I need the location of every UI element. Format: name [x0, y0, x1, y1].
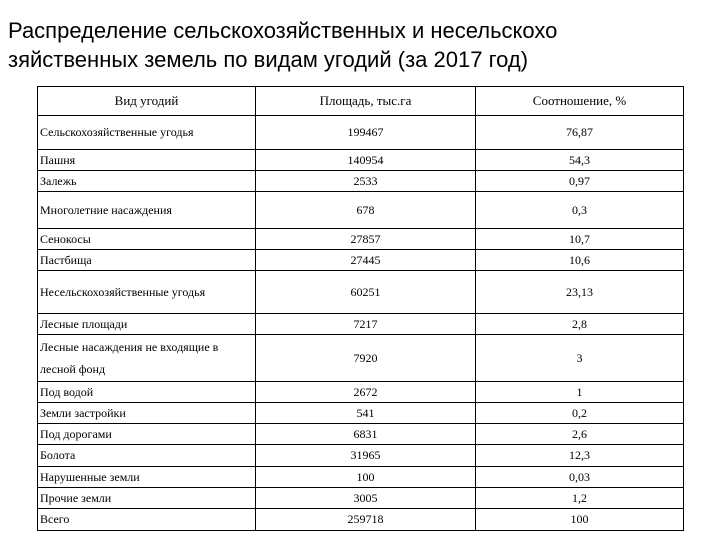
cell-ratio: 12,3 [476, 445, 684, 467]
table-row [38, 424, 684, 445]
cell-area: 678 [256, 192, 476, 229]
table-row [38, 229, 684, 250]
cell-land-type: Несельскохозяйственные угодья [38, 271, 256, 314]
cell-land-type: Многолетние насаждения [38, 192, 256, 229]
cell-area: 31965 [256, 445, 476, 467]
cell-land-type: Под водой [38, 382, 256, 403]
cell-area: 3005 [256, 488, 476, 509]
header-ratio: Соотношение, % [476, 87, 684, 116]
cell-area: 6831 [256, 424, 476, 445]
cell-land-type: Лесные насаждения не входящие в лесной фонд [38, 335, 256, 382]
cell-area: 27445 [256, 250, 476, 271]
cell-ratio: 76,87 [476, 116, 684, 150]
table-row [38, 403, 684, 424]
cell-ratio: 2,6 [476, 424, 684, 445]
cell-area: 7920 [256, 335, 476, 382]
table-row [38, 445, 684, 467]
table-row [38, 192, 684, 229]
table-row [38, 467, 684, 488]
cell-ratio: 100 [476, 509, 684, 531]
cell-ratio: 1 [476, 382, 684, 403]
cell-area: 199467 [256, 116, 476, 150]
table-row [38, 382, 684, 403]
cell-ratio: 2,8 [476, 314, 684, 335]
cell-land-type: Лесные площади [38, 314, 256, 335]
cell-area: 2672 [256, 382, 476, 403]
cell-ratio: 0,2 [476, 403, 684, 424]
header-area: Площадь, тыс.га [256, 87, 476, 116]
cell-land-type: Земли застройки [38, 403, 256, 424]
table-header-row [38, 87, 684, 116]
cell-land-type: Пашня [38, 150, 256, 171]
cell-ratio: 23,13 [476, 271, 684, 314]
cell-area: 7217 [256, 314, 476, 335]
cell-land-type: Прочие земли [38, 488, 256, 509]
cell-ratio: 3 [476, 335, 684, 382]
cell-area: 100 [256, 467, 476, 488]
cell-ratio: 10,6 [476, 250, 684, 271]
cell-land-type: Пастбища [38, 250, 256, 271]
cell-area: 60251 [256, 271, 476, 314]
table-row [38, 335, 684, 382]
cell-ratio: 10,7 [476, 229, 684, 250]
cell-area: 541 [256, 403, 476, 424]
land-distribution-table [37, 86, 684, 531]
cell-land-type: Под дорогами [38, 424, 256, 445]
cell-land-type: Болота [38, 445, 256, 467]
table-row [38, 171, 684, 192]
header-land-type: Вид угодий [38, 87, 256, 116]
title-line-1: Распределение сельскохозяйственных и несельскохо [8, 18, 558, 43]
cell-land-type: Нарушенные земли [38, 467, 256, 488]
cell-land-type: Залежь [38, 171, 256, 192]
page-title [8, 16, 720, 74]
cell-area: 140954 [256, 150, 476, 171]
cell-ratio: 0,3 [476, 192, 684, 229]
table-row [38, 150, 684, 171]
cell-land-type: Всего [38, 509, 256, 531]
cell-land-type: Сенокосы [38, 229, 256, 250]
cell-ratio: 54,3 [476, 150, 684, 171]
table-row [38, 271, 684, 314]
cell-ratio: 0,03 [476, 467, 684, 488]
cell-land-type: Сельскохозяйственные угодья [38, 116, 256, 150]
table-row [38, 488, 684, 509]
cell-area: 27857 [256, 229, 476, 250]
table-row [38, 116, 684, 150]
table-row-total [38, 509, 684, 531]
table-row [38, 250, 684, 271]
cell-area: 2533 [256, 171, 476, 192]
cell-ratio: 0,97 [476, 171, 684, 192]
cell-ratio: 1,2 [476, 488, 684, 509]
title-line-2: зяйственных земель по видам угодий (за 2017 год) [8, 47, 529, 72]
cell-area: 259718 [256, 509, 476, 531]
table-row [38, 314, 684, 335]
